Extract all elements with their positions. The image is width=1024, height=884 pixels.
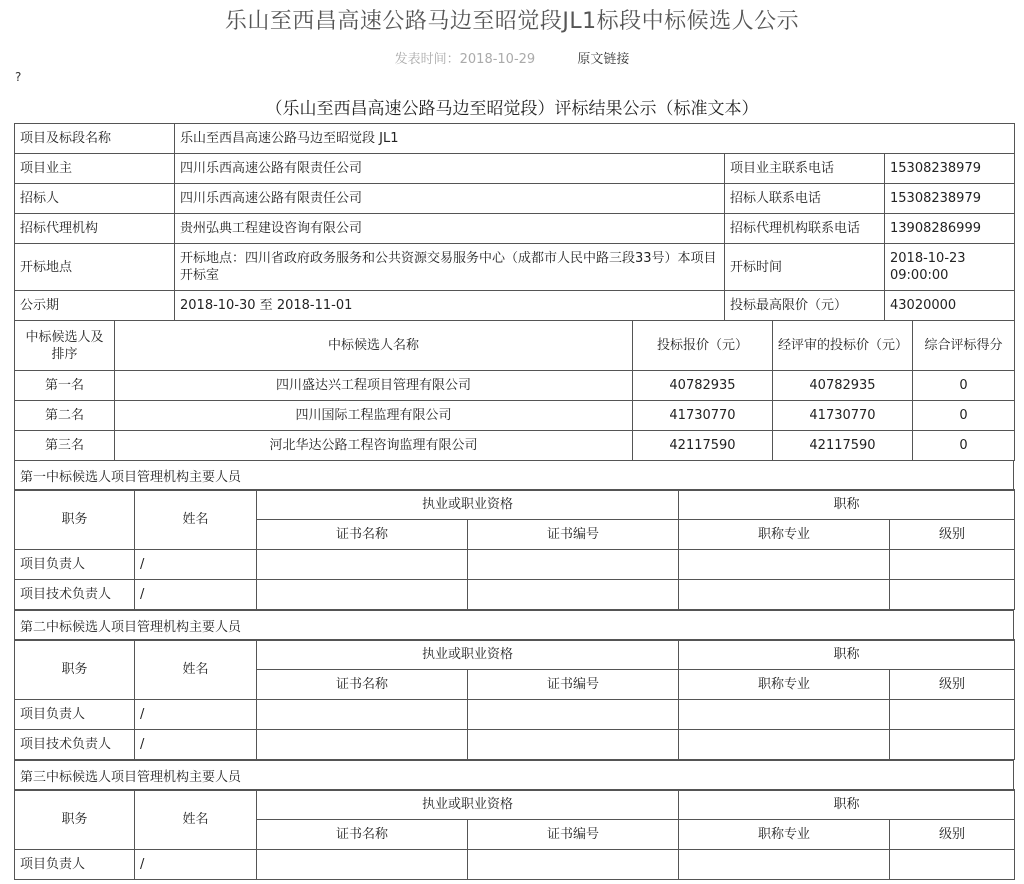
header-reviewed: 经评审的投标价（元） [773, 321, 913, 371]
header-qualification: 执业或职业资格 [257, 640, 679, 670]
personnel-row [15, 850, 1015, 880]
header-title: 职称 [679, 490, 1015, 520]
person-title-major [679, 550, 890, 580]
header-person-name: 姓名 [135, 640, 257, 700]
header-rank: 中标候选人及排序 [15, 321, 115, 371]
personnel-header-row [15, 790, 1015, 820]
person-name: / [135, 850, 257, 880]
header-bid: 投标报价（元） [633, 321, 773, 371]
candidate-bid: 40782935 [633, 371, 773, 401]
candidate-reviewed: 41730770 [773, 401, 913, 431]
info-row-agent [15, 214, 1015, 244]
page-meta [0, 48, 1024, 67]
header-person-name: 姓名 [135, 790, 257, 850]
person-title-major [679, 850, 890, 880]
header-cert-name: 证书名称 [257, 820, 468, 850]
person-level [890, 550, 1015, 580]
personnel-row [15, 580, 1015, 610]
person-cert-name [257, 550, 468, 580]
candidate-rank: 第三名 [15, 431, 115, 461]
header-title-major: 职称专业 [679, 820, 890, 850]
personnel-section-3-title-bar [14, 760, 1014, 791]
agent-phone-label: 招标代理机构联系电话 [725, 214, 885, 244]
header-title: 职称 [679, 640, 1015, 670]
header-qualification: 执业或职业资格 [257, 790, 679, 820]
candidate-name: 四川国际工程监理有限公司 [115, 401, 633, 431]
person-level [890, 580, 1015, 610]
header-level: 级别 [890, 520, 1015, 550]
candidates-header [15, 321, 1015, 371]
candidate-score: 0 [913, 371, 1015, 401]
person-name: / [135, 700, 257, 730]
person-title-major [679, 700, 890, 730]
header-role: 职务 [15, 490, 135, 550]
info-row-owner [15, 154, 1015, 184]
candidate-score: 0 [913, 401, 1015, 431]
stray-character: ? [15, 70, 22, 84]
header-qualification: 执业或职业资格 [257, 490, 679, 520]
info-row-tenderer [15, 184, 1015, 214]
candidate-rank: 第一名 [15, 371, 115, 401]
person-cert-no [468, 700, 679, 730]
person-role: 项目技术负责人 [15, 580, 135, 610]
info-row-section [15, 124, 1015, 154]
personnel-table-2 [14, 639, 1015, 760]
tenderer-phone: 15308238979 [885, 184, 1015, 214]
person-name: / [135, 580, 257, 610]
candidate-row [15, 431, 1015, 461]
header-role: 职务 [15, 790, 135, 850]
owner-phone-label: 项目业主联系电话 [725, 154, 885, 184]
header-role: 职务 [15, 640, 135, 700]
tenderer-phone-label: 招标人联系电话 [725, 184, 885, 214]
candidate-rank: 第二名 [15, 401, 115, 431]
person-cert-no [468, 580, 679, 610]
candidate-bid: 41730770 [633, 401, 773, 431]
person-role: 项目技术负责人 [15, 730, 135, 760]
publish-date: 发表时间：2018-10-29 [394, 52, 536, 67]
candidate-score: 0 [913, 431, 1015, 461]
project-info-table [14, 123, 1015, 321]
owner-phone: 15308238979 [885, 154, 1015, 184]
personnel-section-title: 第一中标候选人项目管理机构主要人员 [15, 461, 1014, 491]
person-role: 项目负责人 [15, 700, 135, 730]
candidate-name: 四川盛达兴工程项目管理有限公司 [115, 371, 633, 401]
person-level [890, 700, 1015, 730]
person-cert-name [257, 850, 468, 880]
header-level: 级别 [890, 820, 1015, 850]
agent-label: 招标代理机构 [15, 214, 175, 244]
venue-label: 开标地点 [15, 244, 175, 291]
personnel-section-title: 第二中标候选人项目管理机构主要人员 [15, 611, 1014, 641]
person-cert-name [257, 730, 468, 760]
venue-value: 开标地点：四川省政府政务服务和公共资源交易服务中心（成都市人民中路三段33号）本项目开标室 [175, 244, 725, 291]
personnel-row [15, 730, 1015, 760]
candidate-row [15, 401, 1015, 431]
candidates-table [14, 320, 1015, 461]
header-cert-name: 证书名称 [257, 670, 468, 700]
period-label: 公示期 [15, 291, 175, 321]
time-value: 2018-10-23 09:00:00 [885, 244, 1015, 291]
candidate-reviewed: 42117590 [773, 431, 913, 461]
person-role: 项目负责人 [15, 850, 135, 880]
person-title-major [679, 730, 890, 760]
info-row-venue [15, 244, 1015, 291]
tenderer-value: 四川乐西高速公路有限责任公司 [175, 184, 725, 214]
personnel-section-title: 第三中标候选人项目管理机构主要人员 [15, 761, 1014, 791]
page-title: 乐山至西昌高速公路马边至昭觉段JL1标段中标候选人公示 [224, 9, 800, 34]
header-cert-no: 证书编号 [468, 820, 679, 850]
person-role: 项目负责人 [15, 550, 135, 580]
personnel-row [15, 700, 1015, 730]
header-cert-name: 证书名称 [257, 520, 468, 550]
person-title-major [679, 580, 890, 610]
header-person-name: 姓名 [135, 490, 257, 550]
personnel-header-row [15, 490, 1015, 520]
personnel-section-2-title-bar [14, 610, 1014, 641]
candidate-bid: 42117590 [633, 431, 773, 461]
agent-phone: 13908286999 [885, 214, 1015, 244]
header-title: 职称 [679, 790, 1015, 820]
personnel-section-1-title-bar [14, 460, 1014, 491]
header-title-major: 职称专业 [679, 670, 890, 700]
candidate-row [15, 371, 1015, 401]
tenderer-label: 招标人 [15, 184, 175, 214]
person-level [890, 850, 1015, 880]
owner-value: 四川乐西高速公路有限责任公司 [175, 154, 725, 184]
limit-value: 43020000 [885, 291, 1015, 321]
header-cert-no: 证书编号 [468, 670, 679, 700]
personnel-table-3 [14, 789, 1015, 880]
time-label: 开标时间 [725, 244, 885, 291]
header-title-major: 职称专业 [679, 520, 890, 550]
person-cert-name [257, 580, 468, 610]
agent-value: 贵州弘典工程建设咨询有限公司 [175, 214, 725, 244]
section-label: 项目及标段名称 [15, 124, 175, 154]
person-cert-no [468, 850, 679, 880]
person-level [890, 730, 1015, 760]
header-name: 中标候选人名称 [115, 321, 633, 371]
personnel-table-1 [14, 489, 1015, 610]
personnel-row [15, 550, 1015, 580]
candidate-reviewed: 40782935 [773, 371, 913, 401]
info-row-period [15, 291, 1015, 321]
person-cert-name [257, 700, 468, 730]
person-cert-no [468, 550, 679, 580]
limit-label: 投标最高限价（元） [725, 291, 885, 321]
person-name: / [135, 730, 257, 760]
document-title: （乐山至西昌高速公路马边至昭觉段）评标结果公示（标准文本） [265, 99, 759, 119]
section-value: 乐山至西昌高速公路马边至昭觉段 JL1 [175, 124, 1015, 154]
header-level: 级别 [890, 670, 1015, 700]
header-score: 综合评标得分 [913, 321, 1015, 371]
header-cert-no: 证书编号 [468, 520, 679, 550]
period-value: 2018-10-30 至 2018-11-01 [175, 291, 725, 321]
person-name: / [135, 550, 257, 580]
candidate-name: 河北华达公路工程咨询监理有限公司 [115, 431, 633, 461]
personnel-header-row [15, 640, 1015, 670]
person-cert-no [468, 730, 679, 760]
source-link[interactable]: 原文链接 [577, 52, 630, 67]
owner-label: 项目业主 [15, 154, 175, 184]
